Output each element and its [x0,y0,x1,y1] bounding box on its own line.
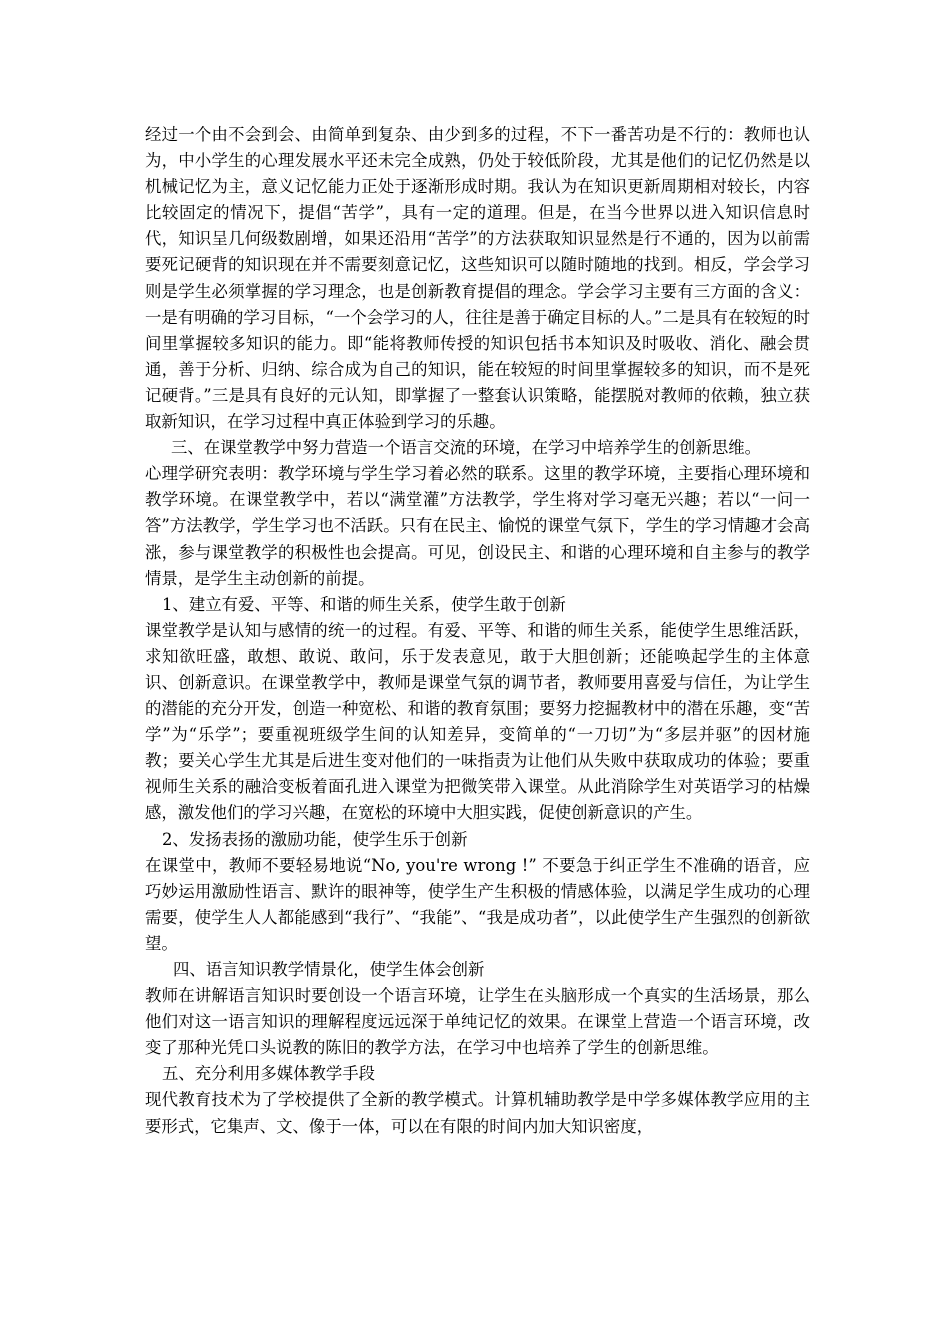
section-heading: 四、语言知识教学情景化，使学生体会创新 [173,960,485,979]
body-paragraph: 教师在讲解语言知识时要创设一个语言环境，让学生在头脑形成一个真实的生活场景，那么他们对这一语言知识的理解程度远远深于单纯记忆的效果。在课堂上营造一个语言环境，改变了那种光凭口头说教的陈旧的教学方法，在学习中也培养了学生的创新思维。 [145,986,810,1058]
body-paragraph: 现代教育技术为了学校提供了全新的教学模式。计算机辅助教学是中学多媒体教学应用的主要形式，它集声、文、像于一体，可以在有限的时间内加大知识密度， [145,1090,810,1136]
section-heading: 三、在课堂教学中努力营造一个语言交流的环境，在学习中培养学生的创新思维。 [171,438,762,458]
body-paragraph: 心理学研究表明：教学环境与学生学习着必然的联系。这里的教学环境，主要指心理环境和教学环境。在课堂教学中，若以“满堂灌”方法教学，学生将对学习毫无兴趣；若以“一问一答”方法教学，学生学习也不活跃。只有在民主、愉悦的课堂气氛下，学生的学习情趣才会高涨，参与课堂教学的积极性也会提高。可见，创设民主、和谐的心理环境和自主参与的教学情景，是学生主动创新的前提。 [145,464,810,588]
subsection-heading: 1、建立有爱、平等、和谐的师生关系，使学生敢于创新 [162,594,566,614]
subsection-heading: 2、发扬表扬的激励功能，使学生乐于创新 [162,829,468,849]
body-paragraph: 在课堂中，教师不要轻易地说“No, you're wrong !” 不要急于纠正学生不准确的语音，应巧妙运用激励性语言、默许的眼神等，使学生产生积极的情感体验，以满足学生成功的心理需要，使学生人人都能感到“我行”、“我能”、“我是成功者”，以此使学生产生强烈的创新欲望。 [145,855,810,953]
body-paragraph: 经过一个由不会到会、由简单到复杂、由少到多的过程，不下一番苦功是不行的：教师也认为，中小学生的心理发展水平还未完全成熟，仍处于较低阶段，尤其是他们的记忆仍然是以机械记忆为主，意义记忆能力正处于逐渐形成时期。我认为在知识更新周期相对较长，内容比较固定的情况下，提倡“苦学”，具有一定的道理。但是，在当今世界以进入知识信息时代，知识呈几何级数剧增，如果还沿用“苦学”的方法获取知识显然是行不通的，因为以前需要死记硬背的知识现在并不需要刻意记忆，这些知识可以随时随地的找到。相反，学会学习则是学生必须掌握的学习理念，也是创新教育提倡的理念。学会学习主要有三方面的含义：一是有明确的学习目标，“一个会学习的人，往往是善于确定目标的人。”二是具有在较短的时间里掌握较多知识的能力。即“能将教师传授的知识包括书本知识及时吸收、消化、融会贯通，善于分析、归纳、综合成为自己的知识，能在较短的时间里掌握较多的知识，而不是死记硬背。”三是具有良好的元认知，即掌握了一整套认识策略，能摆脱对教师的依赖，独立获取新知识，在学习过程中真正体验到学习的乐趣。 [145,125,810,432]
body-paragraph: 课堂教学是认知与感情的统一的过程。有爱、平等、和谐的师生关系，能使学生思维活跃，求知欲旺盛，敢想、敢说、敢问，乐于发表意见，敢于大胆创新；还能唤起学生的主体意识、创新意识。在课堂教学中，教师是课堂气氛的调节者，教师要用喜爱与信任，为让学生的潜能的充分开发，创造一种宽松、和谐的教育氛围；要努力挖掘教材中的潜在乐趣，变“苦学”为“乐学”；要重视班级学生间的认知差异，变简单的“一刀切”为“多层并驱”的因材施教；要关心学生尤其是后进生变对他们的一味指责为让他们从失败中获取成功的体验；要重视师生关系的融洽变板着面孔进入课堂为把微笑带入课堂。从此消除学生对英语学习的枯燥感，激发他们的学习兴趣，在宽松的环境中大胆实践，促使创新意识的产生。 [145,620,810,823]
section-heading: 五、充分利用多媒体教学手段 [162,1064,376,1084]
document-body [145,122,810,1140]
